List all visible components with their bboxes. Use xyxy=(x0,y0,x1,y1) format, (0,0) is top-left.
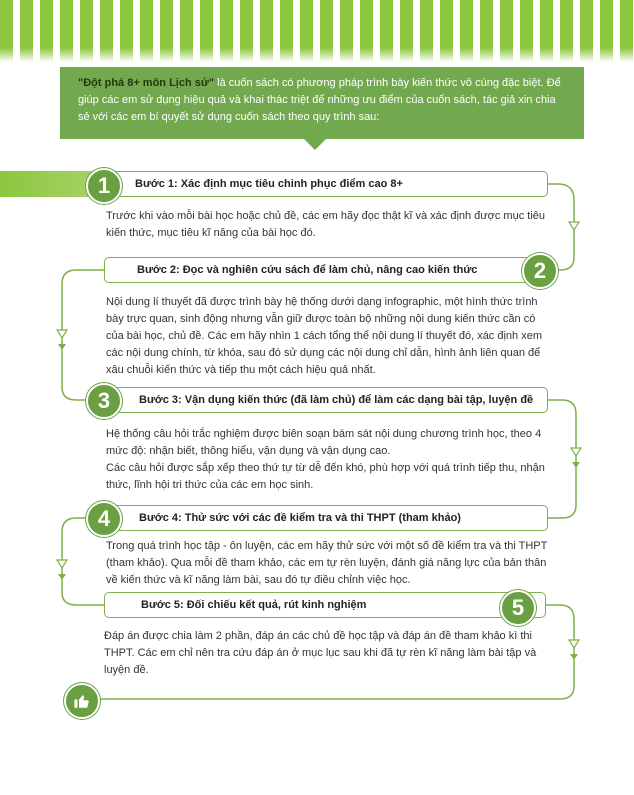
step-5-number: 5 xyxy=(511,595,525,620)
step-3-number-badge xyxy=(86,383,122,419)
step-5-header xyxy=(104,592,546,618)
step-2-header xyxy=(104,257,548,283)
step-2-paragraph: Nội dung lí thuyết đã được trình bày hệ thống dưới dạng infographic, một hình thức trình bày trực quan, sinh động nhưng vẫn giữ được toàn bộ những nội dung kiến thức cần có của bài học, chủ đề. Các em hãy nhìn 1 cách tổng thể nội dung lí thuyết đó, xác định xem các nội dung chính, từ khóa, sau đó sử dụng các nội dung chỉ dẫn, hình ảnh liên quan để xâu chuỗi kiến thức và tiếp thu một cách hiệu quả nhất. xyxy=(106,296,542,376)
step-1-paragraph: Trước khi vào mỗi bài học hoặc chủ đề, các em hãy đọc thật kĩ và xác định được mục tiêu kiến thức, mục tiêu kĩ năng của bài học đó. xyxy=(106,210,546,239)
step-3-number: 3 xyxy=(97,388,111,413)
step-3-paragraph-2: Các câu hỏi được sắp xếp theo thứ tự từ dễ đến khó, phù hợp với quá trình tiếp thu, nhận thức, lĩnh hội tri thức của các em học sinh. xyxy=(106,462,545,491)
step-4-number: 4 xyxy=(97,506,111,531)
step-1-title: Bước 1: Xác định mục tiêu chinh phục điểm cao 8+ xyxy=(135,178,403,190)
step-4-body xyxy=(106,538,558,589)
step-5-title: Bước 5: Đối chiếu kết quả, rút kinh nghiệm xyxy=(141,599,367,611)
step-4-header xyxy=(97,505,548,531)
intro-text: là cuốn sách có phương pháp trình bày kiến thức vô cùng đặc biệt. Để giúp các em sử dụng hiệu quả và khai thác triệt để những ưu điểm của cuốn sách, tác giả xin chia sẻ với các em bí quyết sử dụng cuốn sách theo quy trình sau: xyxy=(78,77,561,123)
step-5-number-badge xyxy=(500,590,536,626)
step-2-number-badge xyxy=(522,253,558,289)
step-4-paragraph: Trong quá trình học tập - ôn luyện, các em hãy thử sức với một số đề kiểm tra và thi THPT (tham khảo). Qua mỗi đề tham khảo, các em tự rèn luyện, đánh giá năng lực của bản thân về kiến thức và kĩ năng làm bài, sau đó tự điều chỉnh việc học. xyxy=(106,540,548,586)
step-1-body xyxy=(106,208,552,242)
thumbs-up-badge xyxy=(64,683,100,719)
intro-book-title: "Đột phá 8+ môn Lịch sử" xyxy=(78,77,215,89)
step-2-body xyxy=(106,294,556,379)
thumbs-up-icon xyxy=(73,692,91,710)
step-5-paragraph: Đáp án được chia làm 2 phần, đáp án các chủ đề học tập và đáp án đề tham khảo kì thi THPT. Các em chỉ nên tra cứu đáp án ở mục lục sau khi đã tự rèn kĩ năng làm bài tập và luyện đề. xyxy=(104,630,537,676)
step-1-number: 1 xyxy=(97,173,111,198)
step-3-header xyxy=(97,387,548,413)
step-3-paragraph-1: Hệ thống câu hỏi trắc nghiệm được biên soạn bám sát nội dung chương trình học, theo 4 mức độ: nhận biết, thông hiểu, vận dụng và vận dụng cao. xyxy=(106,428,542,457)
step-5-body xyxy=(104,628,560,679)
step-1-number-badge xyxy=(86,168,122,204)
step-4-number-badge xyxy=(86,501,122,537)
step-4-title: Bước 4: Thử sức với các đề kiểm tra và thi THPT (tham khảo) xyxy=(139,512,461,524)
step-2-title: Bước 2: Đọc và nghiên cứu sách để làm chủ, nâng cao kiến thức xyxy=(137,264,478,276)
step-1-header xyxy=(104,171,548,197)
step-2-number: 2 xyxy=(533,258,547,283)
step-3-body xyxy=(106,426,558,494)
step-3-title: Bước 3: Vận dụng kiến thức (đã làm chủ) để làm các dạng bài tập, luyện đề xyxy=(139,394,534,406)
